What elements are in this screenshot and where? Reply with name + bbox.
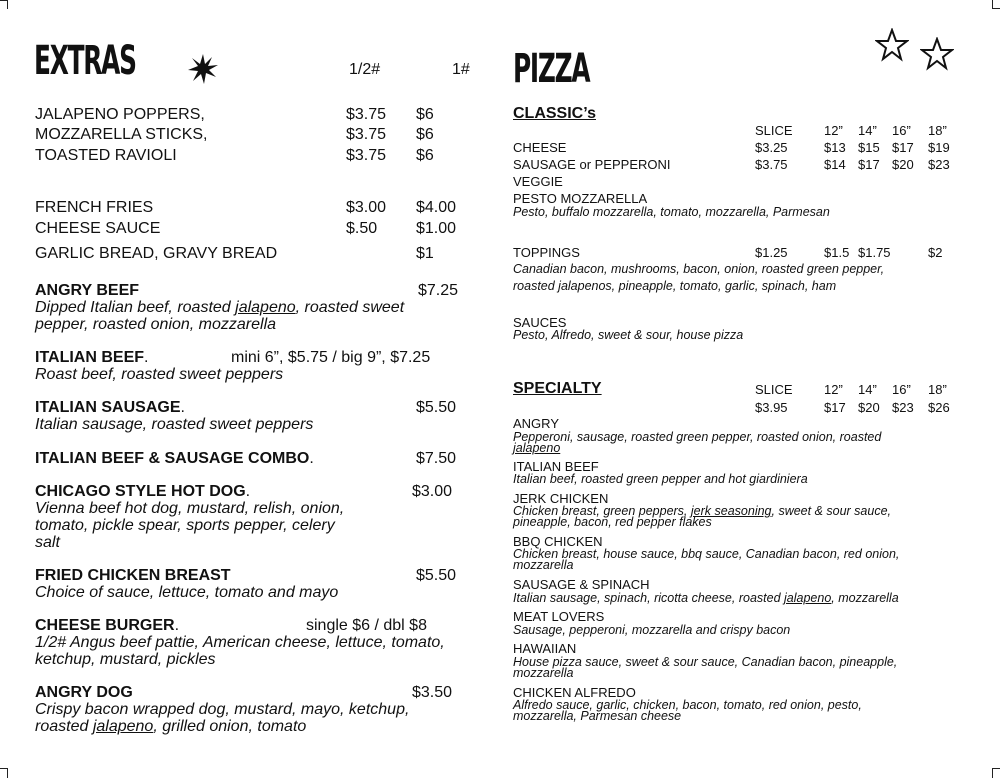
menu-item-name: TOASTED RAVIOLI <box>35 147 177 164</box>
menu-item-desc: roasted jalapeno, grilled onion, tomato <box>35 718 307 735</box>
menu-item-desc: Choice of sauce, lettuce, tomato and mayo <box>35 584 339 601</box>
menu-item-price: $3.00 <box>412 483 453 500</box>
pizza-desc: jalapeno <box>513 441 561 455</box>
pizza-name: SAUSAGE & SPINACH <box>513 577 650 592</box>
pizza-desc: pineapple, bacon, red pepper flakes <box>513 515 712 529</box>
pizza-price: $17 <box>892 140 914 155</box>
pizza-desc: House pizza sauce, sweet & sour sauce, Canadian bacon, pineapple, <box>513 655 898 669</box>
pizza-desc: mozzarella, Parmesan cheese <box>513 709 682 723</box>
menu-item-name: CHICAGO STYLE HOT DOG. <box>35 483 251 500</box>
menu-item-desc: pepper, roasted onion, mozzarella <box>35 316 277 333</box>
menu-item-price: single $6 / dbl $8 <box>306 617 427 634</box>
menu-item-price: $5.50 <box>416 567 457 584</box>
pizza-name: ITALIAN BEEF <box>513 459 599 474</box>
menu-item-price: $1.00 <box>416 220 457 237</box>
menu-item-price: $3.75 <box>346 147 387 164</box>
pizza-name: CHICKEN ALFREDO <box>513 685 636 700</box>
menu-item-desc: 1/2# Angus beef pattie, American cheese, lettuce, tomato, <box>35 634 445 651</box>
pizza-name: PESTO MOZZARELLA <box>513 191 648 206</box>
pizza-desc: Chicken breast, house sauce, bbq sauce, Canadian bacon, red onion, <box>513 547 900 561</box>
menu-item-price: $6 <box>416 126 434 143</box>
pizza-price: $3.75 <box>755 157 788 172</box>
price-col-header: SLICE <box>755 123 793 138</box>
crop-mark-bl <box>7 768 8 778</box>
menu-item-desc: Vienna beef hot dog, mustard, relish, onion, <box>35 500 345 517</box>
specialty-price: $3.95 <box>755 400 788 415</box>
price-col-header: 18” <box>928 382 947 397</box>
menu-item-name: MOZZARELLA STICKS, <box>35 126 208 143</box>
menu-item-price: mini 6”, $5.75 / big 9”, $7.25 <box>231 349 431 366</box>
pizza-price: $15 <box>858 140 880 155</box>
specialty-price: $17 <box>824 400 846 415</box>
menu-item-name: GARLIC BREAD, GRAVY BREAD <box>35 245 278 262</box>
star-outline-icon <box>920 37 954 71</box>
menu-item-name: FRENCH FRIES <box>35 199 154 216</box>
crop-mark-br <box>992 768 993 778</box>
pizza-price: $17 <box>858 157 880 172</box>
pizza-price: $20 <box>892 157 914 172</box>
pizza-price: $3.25 <box>755 140 788 155</box>
menu-item-price: $1 <box>416 245 434 262</box>
crop-mark-tl <box>7 0 8 9</box>
menu-item-price: $4.00 <box>416 199 457 216</box>
pizza-desc: Pepperoni, sausage, roasted green pepper, roasted onion, roasted <box>513 430 882 444</box>
pizza-desc: Italian beef, roasted green pepper and hot giardiniera <box>513 472 808 486</box>
pizza-desc: Chicken breast, green peppers, jerk seasoning, sweet & sour sauce, <box>513 504 892 518</box>
specialty-price: $23 <box>892 400 914 415</box>
pizza-name: MEAT LOVERS <box>513 609 605 624</box>
pizza-desc: mozzarella <box>513 666 574 680</box>
crop-mark-br <box>992 768 1000 769</box>
menu-item-name: JALAPENO POPPERS, <box>35 106 205 123</box>
menu-item-desc: Crispy bacon wrapped dog, mustard, mayo, ketchup, <box>35 701 410 718</box>
pizza-name: VEGGIE <box>513 174 563 189</box>
extras-heading: EXTRAS <box>34 38 136 84</box>
price-col-header: 14” <box>858 123 877 138</box>
menu-item-name: CHEESE BURGER. <box>35 617 180 634</box>
menu-item-name: ITALIAN BEEF & SAUSAGE COMBO. <box>35 450 314 467</box>
price-col-header: 16” <box>892 123 911 138</box>
pizza-price: $19 <box>928 140 950 155</box>
toppings-price: $1.25 <box>755 245 788 260</box>
pizza-desc: Alfredo sauce, garlic, chicken, bacon, tomato, red onion, pesto, <box>513 698 862 712</box>
menu-item-name: ANGRY BEEF <box>35 282 140 299</box>
pizza-desc: mozzarella <box>513 558 574 572</box>
specialty-price: $26 <box>928 400 950 415</box>
toppings-price: $2 <box>928 245 943 260</box>
pizza-heading: PIZZA <box>513 46 590 92</box>
price-col-header: 16” <box>892 382 911 397</box>
price-col-header: 12” <box>824 123 843 138</box>
menu-item-price: $6 <box>416 106 434 123</box>
menu-item-price: $6 <box>416 147 434 164</box>
menu-item-price: $3.50 <box>412 684 453 701</box>
pizza-name: SAUSAGE or PEPPERONI <box>513 157 671 172</box>
toppings-desc: roasted jalapenos, pineapple, tomato, garlic, spinach, ham <box>513 279 837 293</box>
specialty-price: $20 <box>858 400 880 415</box>
price-col-header: 14” <box>858 382 877 397</box>
pizza-name: JERK CHICKEN <box>513 491 609 506</box>
extras-col-half: 1/2# <box>349 61 381 78</box>
toppings-label: TOPPINGS <box>513 245 580 260</box>
menu-item-desc: Dipped Italian beef, roasted jalapeno, roasted sweet <box>35 299 405 316</box>
menu-item-desc: Italian sausage, roasted sweet peppers <box>35 416 314 433</box>
pizza-desc: Pesto, buffalo mozzarella, tomato, mozzarella, Parmesan <box>513 205 830 219</box>
menu-item-price: $3.75 <box>346 126 387 143</box>
menu-item-desc: tomato, pickle spear, sports pepper, celery <box>35 517 335 534</box>
pizza-name: BBQ CHICKEN <box>513 534 603 549</box>
crop-mark-tr <box>992 8 1000 9</box>
pizza-price: $14 <box>824 157 846 172</box>
pizza-price: $13 <box>824 140 846 155</box>
menu-item-price: $5.50 <box>416 399 457 416</box>
menu-item-name: CHEESE SAUCE <box>35 220 161 237</box>
starburst-icon <box>187 53 219 85</box>
menu-item-price: $3.75 <box>346 106 387 123</box>
menu-item-price: $3.00 <box>346 199 387 216</box>
toppings-price: $1.75 <box>858 245 891 260</box>
menu-item-price: $7.25 <box>418 282 459 299</box>
classic-subheading: CLASSIC’s <box>513 105 596 122</box>
pizza-name: CHEESE <box>513 140 567 155</box>
pizza-name: ANGRY <box>513 416 559 431</box>
price-col-header: 18” <box>928 123 947 138</box>
pizza-price: $23 <box>928 157 950 172</box>
menu-item-name: ITALIAN BEEF. <box>35 349 149 366</box>
specialty-subheading: SPECIALTY <box>513 380 602 397</box>
menu-item-name: ANGRY DOG <box>35 684 133 701</box>
menu-item-desc: Roast beef, roasted sweet peppers <box>35 366 284 383</box>
toppings-desc: Canadian bacon, mushrooms, bacon, onion, roasted green pepper, <box>513 262 885 276</box>
sauces-label: SAUCES <box>513 315 567 330</box>
menu-item-desc: ketchup, mustard, pickles <box>35 651 216 668</box>
menu-item-price: $.50 <box>346 220 378 237</box>
pizza-desc: Sausage, pepperoni, mozzarella and crispy bacon <box>513 623 791 637</box>
menu-item-name: FRIED CHICKEN BREAST <box>35 567 231 584</box>
menu-item-price: $7.50 <box>416 450 457 467</box>
extras-col-one: 1# <box>452 61 470 78</box>
star-outline-icon <box>875 28 909 62</box>
price-col-header: 12” <box>824 382 843 397</box>
menu-item-desc: salt <box>35 534 60 551</box>
price-col-header: SLICE <box>755 382 793 397</box>
menu-item-name: ITALIAN SAUSAGE. <box>35 399 185 416</box>
pizza-name: HAWAIIAN <box>513 641 577 656</box>
toppings-price: $1.5 <box>824 245 850 260</box>
sauces-desc: Pesto, Alfredo, sweet & sour, house pizza <box>513 328 744 342</box>
pizza-desc: Italian sausage, spinach, ricotta cheese, roasted jalapeno, mozzarella <box>513 591 899 605</box>
